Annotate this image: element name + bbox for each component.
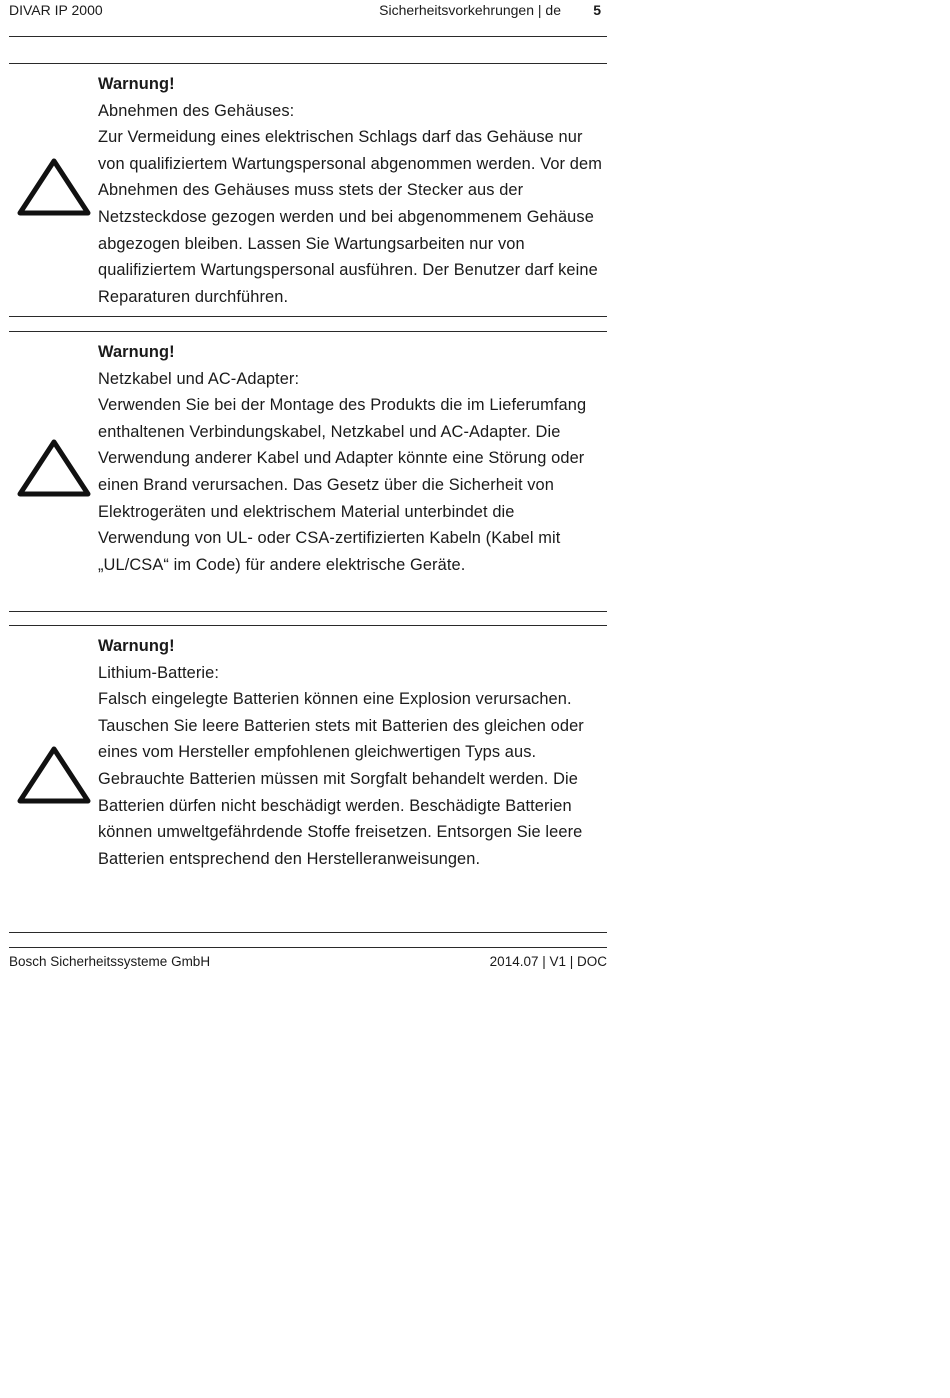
warning-body: Falsch eingelegte Batterien können eine Explosion verursachen. Tauschen Sie leere Batterien stets mit Batterien des gleichen oder eines vom Hersteller empfohlenen gleichwertigen Typs aus. xyxy=(98,690,584,762)
warning-title: Warnung! xyxy=(98,75,175,93)
company-name: Bosch Sicherheitssysteme GmbH xyxy=(9,954,211,969)
warning-block-housing xyxy=(9,63,607,317)
warning-text xyxy=(98,71,608,310)
warning-triangle-icon xyxy=(16,155,92,221)
warning-subtitle: Lithium-Batterie: xyxy=(98,663,220,682)
section-title: Sicherheitsvorkehrungen | de xyxy=(379,2,561,18)
warning-text xyxy=(98,339,608,578)
product-name: DIVAR IP 2000 xyxy=(9,2,103,18)
document-info: 2014.07 | V1 | DOC xyxy=(489,954,607,969)
page-header xyxy=(9,0,607,37)
warning-block-power-cable xyxy=(9,331,607,612)
warning-body: Verwenden Sie bei der Montage des Produkts die im Lieferumfang enthaltenen Verbindungskabel, Netzkabel und AC-Adapter. Die Verwendung anderer Kabel und Adapter könnte eine Störung oder einen Brand verursachen. Das Gesetz über die Sicherheit von Elektrogeräten und elektrischem Material unterbindet die Verwendung von UL- oder CSA-zertifizierten Kabeln (Kabel mit „UL/CSA“ im Code) für andere elektrische Geräte. xyxy=(98,396,587,574)
warning-subtitle: Netzkabel und AC-Adapter: xyxy=(98,369,300,388)
warning-triangle-icon xyxy=(16,743,92,809)
warning-triangle-icon xyxy=(16,436,92,502)
warning-text xyxy=(98,633,608,872)
page-number: 5 xyxy=(593,2,601,18)
warning-subtitle: Abnehmen des Gehäuses: xyxy=(98,101,295,120)
warning-body: Zur Vermeidung eines elektrischen Schlags darf das Gehäuse nur von qualifiziertem Wartungspersonal abgenommen werden. Vor dem Abnehmen des Gehäuses muss stets der Stecker aus der Netzsteckdose gezogen werden und bei abgenommenem Gehäuse abgezogen bleiben. Lassen Sie Wartungsarbeiten nur von qualifiziertem Wartungspersonal ausführen. Der Benutzer darf keine Reparaturen durchführen. xyxy=(98,128,602,306)
warning-title: Warnung! xyxy=(98,343,175,361)
page-footer xyxy=(9,947,607,969)
warning-block-lithium-battery xyxy=(9,625,607,933)
warning-title: Warnung! xyxy=(98,637,175,655)
warning-body-continued: Gebrauchte Batterien müssen mit Sorgfalt behandelt werden. Die Batterien dürfen nicht beschädigt werden. Beschädigte Batterien können umweltgefährdende Stoffe freisetzen. Entsorgen Sie leere Batterien entsprechend den Herstelleranweisungen. xyxy=(98,769,583,868)
document-page xyxy=(9,0,607,969)
